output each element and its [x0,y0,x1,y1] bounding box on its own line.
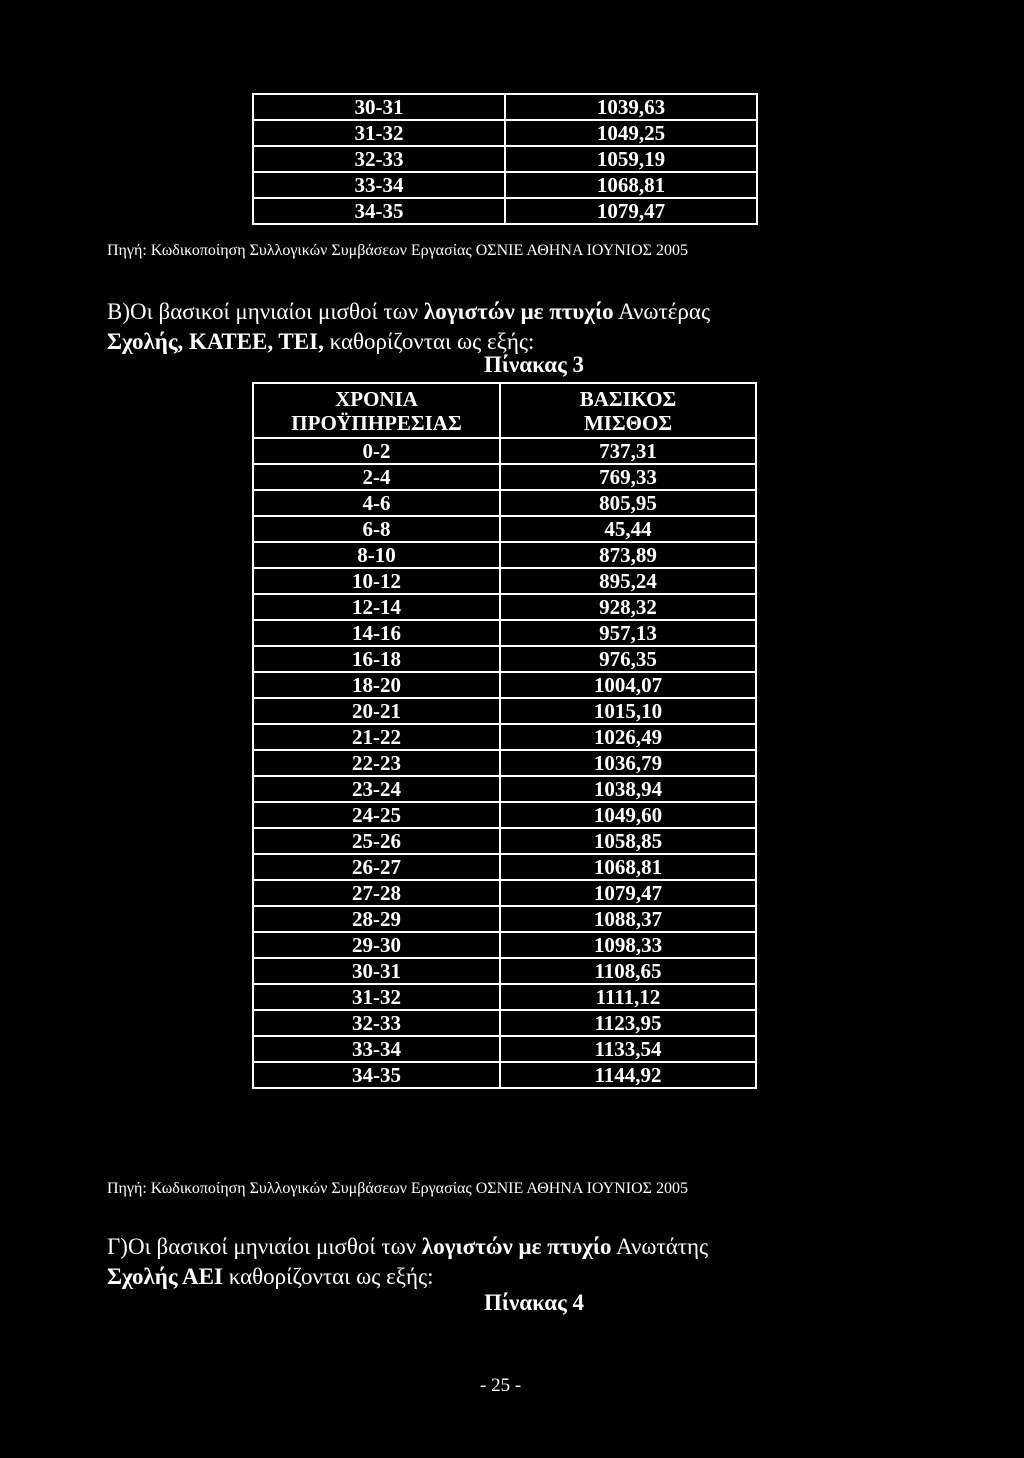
table-row [253,464,756,490]
years-cell: 10-12 [253,568,500,594]
years-cell: 31-32 [253,120,505,146]
table-row [253,828,756,854]
table-a-source: Πηγή: Κωδικοποίηση Συλλογικών Συμβάσεων Εργασίας ΟΣΝΙΕ ΑΘΗΝΑ ΙΟΥΝΙΟΣ 2005 [107,242,688,259]
years-cell: 32-33 [253,1010,500,1036]
table-row [253,542,756,568]
salary-cell: 1108,65 [500,958,756,984]
salary-cell: 1036,79 [500,750,756,776]
table-row [253,984,756,1010]
salary-cell: 1123,95 [500,1010,756,1036]
years-cell: 26-27 [253,854,500,880]
salary-cell: 45,44 [500,516,756,542]
table-row [253,568,756,594]
salary-table-continued-body [253,94,757,224]
table-b-source: Πηγή: Κωδικοποίηση Συλλογικών Συμβάσεων Εργασίας ΟΣΝΙΕ ΑΘΗΝΑ ΙΟΥΝΙΟΣ 2005 [107,1180,688,1197]
years-cell: 18-20 [253,672,500,698]
years-cell: 34-35 [253,1062,500,1088]
years-cell: 20-21 [253,698,500,724]
table-row [253,854,756,880]
table-row [253,724,756,750]
salary-cell: 1049,60 [500,802,756,828]
header-years-line1: ΧΡΟΝΙΑ [335,387,418,411]
salary-cell: 805,95 [500,490,756,516]
years-cell: 14-16 [253,620,500,646]
section-c-line1-bold: λογιστών με πτυχίο [421,1234,612,1259]
table-row [253,802,756,828]
years-cell: 8-10 [253,542,500,568]
salary-cell: 1079,47 [500,880,756,906]
table-row [253,1062,756,1088]
years-cell: 24-25 [253,802,500,828]
salary-cell: 1026,49 [500,724,756,750]
table-row [253,880,756,906]
years-cell: 33-34 [253,1036,500,1062]
section-b-line1-suffix: Ανωτέρας [613,299,711,324]
salary-cell: 1079,47 [505,198,757,224]
salary-table-continued [252,93,758,225]
salary-cell: 1049,25 [505,120,757,146]
years-cell: 0-2 [253,438,500,464]
salary-cell: 928,32 [500,594,756,620]
years-cell: 33-34 [253,172,505,198]
salary-cell: 1039,63 [505,94,757,120]
years-cell: 25-26 [253,828,500,854]
table-row [253,146,757,172]
salary-cell: 1068,81 [505,172,757,198]
salary-cell: 957,13 [500,620,756,646]
table-row [253,198,757,224]
table-3-caption: Πίνακας 3 [484,352,585,377]
years-cell: 32-33 [253,146,505,172]
salary-cell: 895,24 [500,568,756,594]
salary-cell: 1004,07 [500,672,756,698]
salary-cell: 1059,19 [505,146,757,172]
section-c-line2-suffix: καθορίζονται ως εξής: [222,1264,434,1289]
table-row [253,1010,756,1036]
section-b-text [107,297,907,357]
table-row [253,120,757,146]
years-cell: 30-31 [253,94,505,120]
salary-cell: 769,33 [500,464,756,490]
table-row [253,932,756,958]
section-c-line1-suffix: Ανωτάτης [611,1234,709,1259]
salary-cell: 1144,92 [500,1062,756,1088]
section-c-text [107,1232,907,1292]
years-cell: 12-14 [253,594,500,620]
salary-cell: 1133,54 [500,1036,756,1062]
table-row [253,698,756,724]
table-row [253,672,756,698]
section-b-line1-bold: λογιστών με πτυχίο [423,299,614,324]
years-cell: 31-32 [253,984,500,1010]
table-row [253,594,756,620]
salary-cell: 1038,94 [500,776,756,802]
table-row [253,490,756,516]
years-cell: 21-22 [253,724,500,750]
table-header-row [253,383,756,438]
years-cell: 16-18 [253,646,500,672]
salary-table-3 [252,382,757,1089]
salary-cell: 1015,10 [500,698,756,724]
table-row [253,172,757,198]
table-row [253,906,756,932]
years-cell: 29-30 [253,932,500,958]
section-b-line2-suffix: καθορίζονται ως εξής: [323,329,535,354]
table-row [253,620,756,646]
years-cell: 27-28 [253,880,500,906]
section-c-line2-bold: Σχολής ΑΕΙ [107,1264,223,1289]
table-4-caption: Πίνακας 4 [484,1290,585,1315]
table-row [253,1036,756,1062]
salary-cell: 1088,37 [500,906,756,932]
years-cell: 34-35 [253,198,505,224]
table-row [253,958,756,984]
years-cell: 30-31 [253,958,500,984]
salary-cell: 976,35 [500,646,756,672]
salary-cell: 1058,85 [500,828,756,854]
header-salary [500,383,756,438]
salary-cell: 1068,81 [500,854,756,880]
years-cell: 4-6 [253,490,500,516]
header-salary-line1: ΒΑΣΙΚΟΣ [579,387,677,411]
years-cell: 2-4 [253,464,500,490]
years-cell: 6-8 [253,516,500,542]
table-row [253,94,757,120]
salary-cell: 1111,12 [500,984,756,1010]
table-row [253,516,756,542]
header-salary-line2: ΜΙΣΘΟΣ [583,411,673,435]
section-b-line2-bold: Σχολής, ΚΑΤΕΕ, ΤΕΙ, [107,329,324,354]
table-row [253,438,756,464]
years-cell: 28-29 [253,906,500,932]
salary-cell: 873,89 [500,542,756,568]
header-years-line2: ΠΡΟΫΠΗΡΕΣΙΑΣ [291,411,462,435]
salary-cell: 1098,33 [500,932,756,958]
page-number: - 25 - [480,1375,522,1396]
table-row [253,776,756,802]
salary-cell: 737,31 [500,438,756,464]
table-row [253,646,756,672]
header-years [253,383,500,438]
section-b-line1-prefix: Β)Οι βασικοί μηνιαίοι μισθοί των [107,299,424,324]
table-row [253,750,756,776]
years-cell: 23-24 [253,776,500,802]
section-c-line1-prefix: Γ)Οι βασικοί μηνιαίοι μισθοί των [107,1234,422,1259]
years-cell: 22-23 [253,750,500,776]
salary-table-3-body [253,383,756,1088]
